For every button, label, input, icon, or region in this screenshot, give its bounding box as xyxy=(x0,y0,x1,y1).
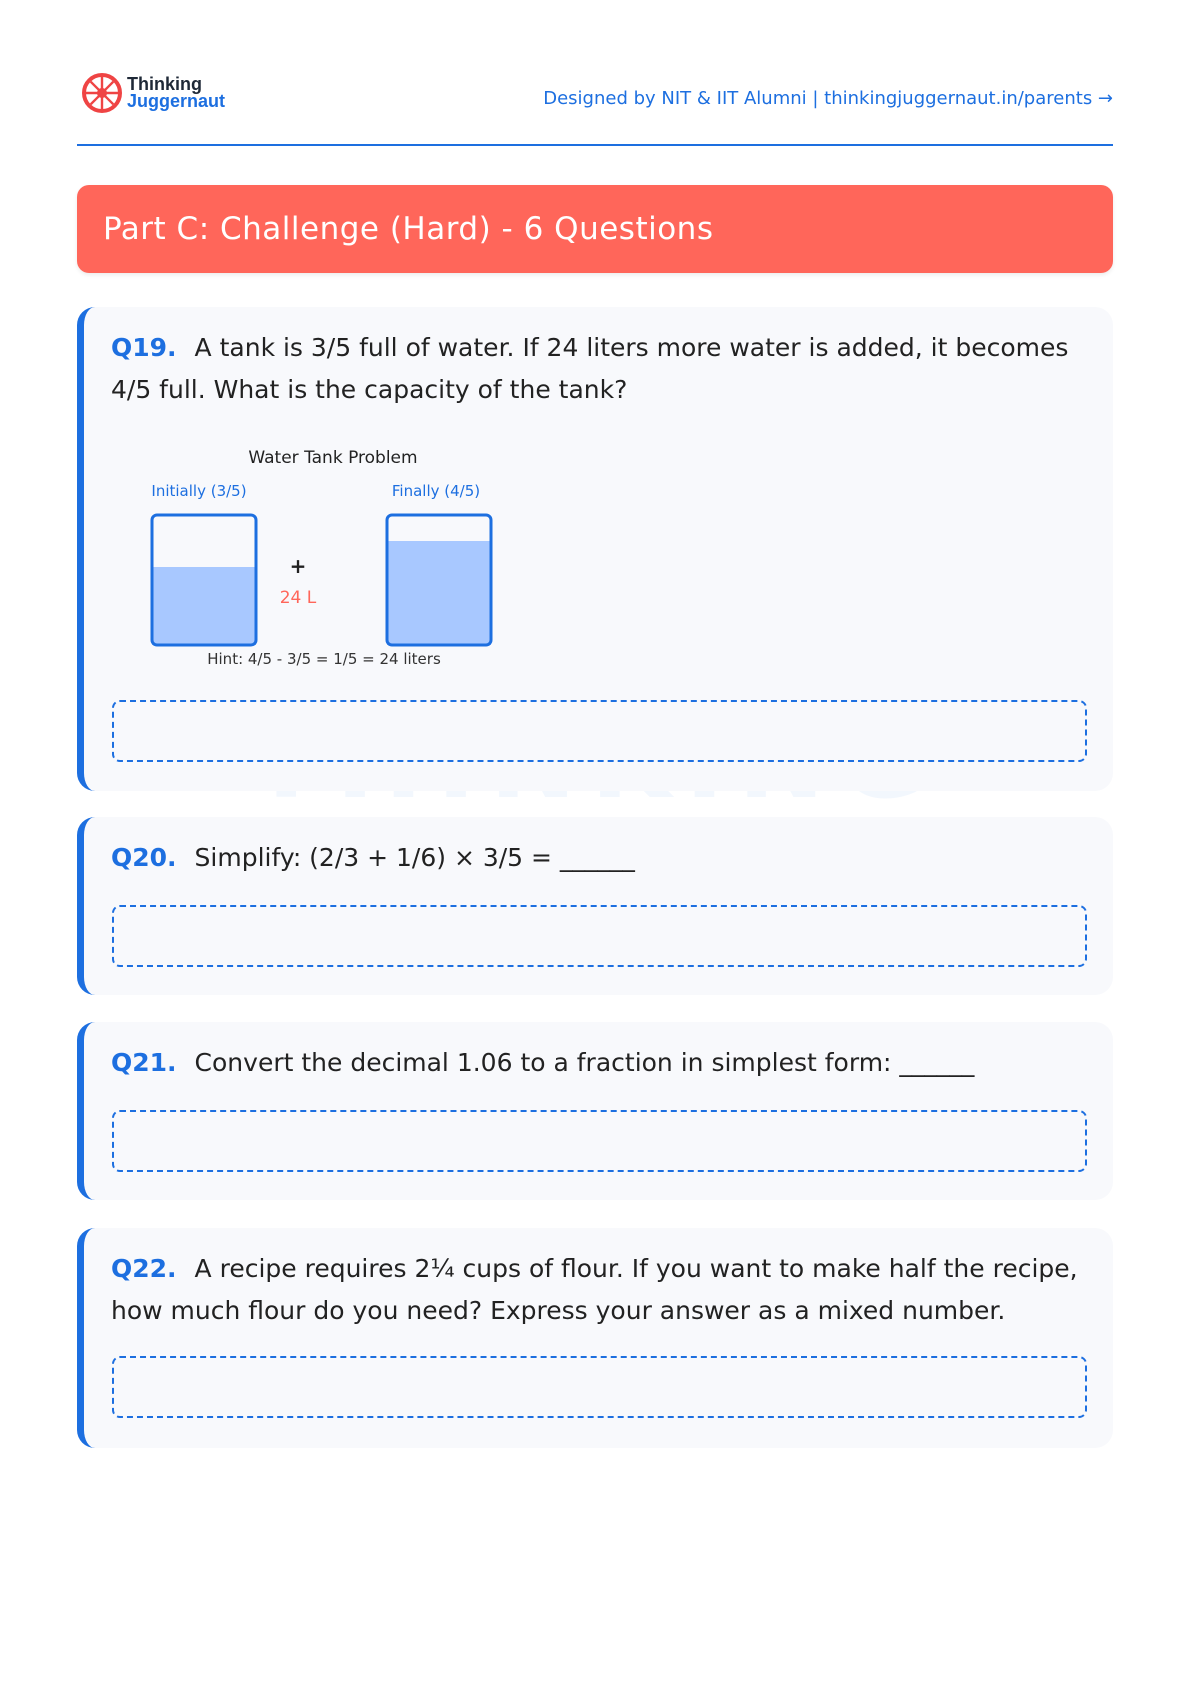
header-tagline-link[interactable]: Designed by NIT & IIT Alumni | thinkingjuggernaut.in/parents → xyxy=(543,88,1113,109)
diagram-title: Water Tank Problem xyxy=(248,448,418,468)
question-text-q21 xyxy=(111,1042,1083,1084)
question-card-q22 xyxy=(77,1228,1113,1448)
question-text-q22 xyxy=(111,1248,1083,1332)
answer-box-q19[interactable] xyxy=(112,700,1087,762)
question-card-q21 xyxy=(77,1022,1113,1200)
question-card-q19 xyxy=(77,307,1113,791)
logo-line-2: Juggernaut xyxy=(127,91,226,111)
question-text-q19 xyxy=(111,327,1083,411)
section-banner xyxy=(77,185,1113,273)
diagram-hint: Hint: 4/5 - 3/5 = 1/5 = 24 liters xyxy=(207,650,441,668)
tank-label-final: Finally (4/5) xyxy=(391,482,481,500)
question-number: Q20. xyxy=(111,843,177,872)
logo-line-1: Thinking xyxy=(127,74,202,94)
question-number: Q22. xyxy=(111,1254,177,1283)
added-amount: 24 L xyxy=(279,588,317,608)
water-tank-diagram xyxy=(112,439,592,669)
page-header xyxy=(77,66,1113,146)
tank-final-water xyxy=(387,541,491,645)
section-title: Part C: Challenge (Hard) - 6 Questions xyxy=(103,211,714,247)
plus-sign: + xyxy=(289,554,307,578)
answer-box-q22[interactable] xyxy=(112,1356,1087,1418)
answer-box-q21[interactable] xyxy=(112,1110,1087,1172)
question-text-q20 xyxy=(111,837,1083,879)
question-card-q20 xyxy=(77,817,1113,995)
question-body: A tank is 3/5 full of water. If 24 liters more water is added, it becomes 4/5 full. What is the capacity of the tank? xyxy=(111,333,1069,404)
question-body: Convert the decimal 1.06 to a fraction in simplest form: ______ xyxy=(194,1048,975,1077)
answer-box-q20[interactable] xyxy=(112,905,1087,967)
wheel-logo-icon xyxy=(81,72,123,114)
tank-label-initial: Initially (3/5) xyxy=(151,482,247,500)
logo xyxy=(81,72,225,114)
tank-initial-water xyxy=(152,567,256,645)
question-body: Simplify: (2/3 + 1/6) × 3/5 = ______ xyxy=(194,843,635,872)
question-number: Q21. xyxy=(111,1048,177,1077)
question-number: Q19. xyxy=(111,333,177,362)
question-body: A recipe requires 2¼ cups of flour. If you want to make half the recipe, how much flour do you need? Express your answer as a mixed number. xyxy=(111,1254,1078,1325)
